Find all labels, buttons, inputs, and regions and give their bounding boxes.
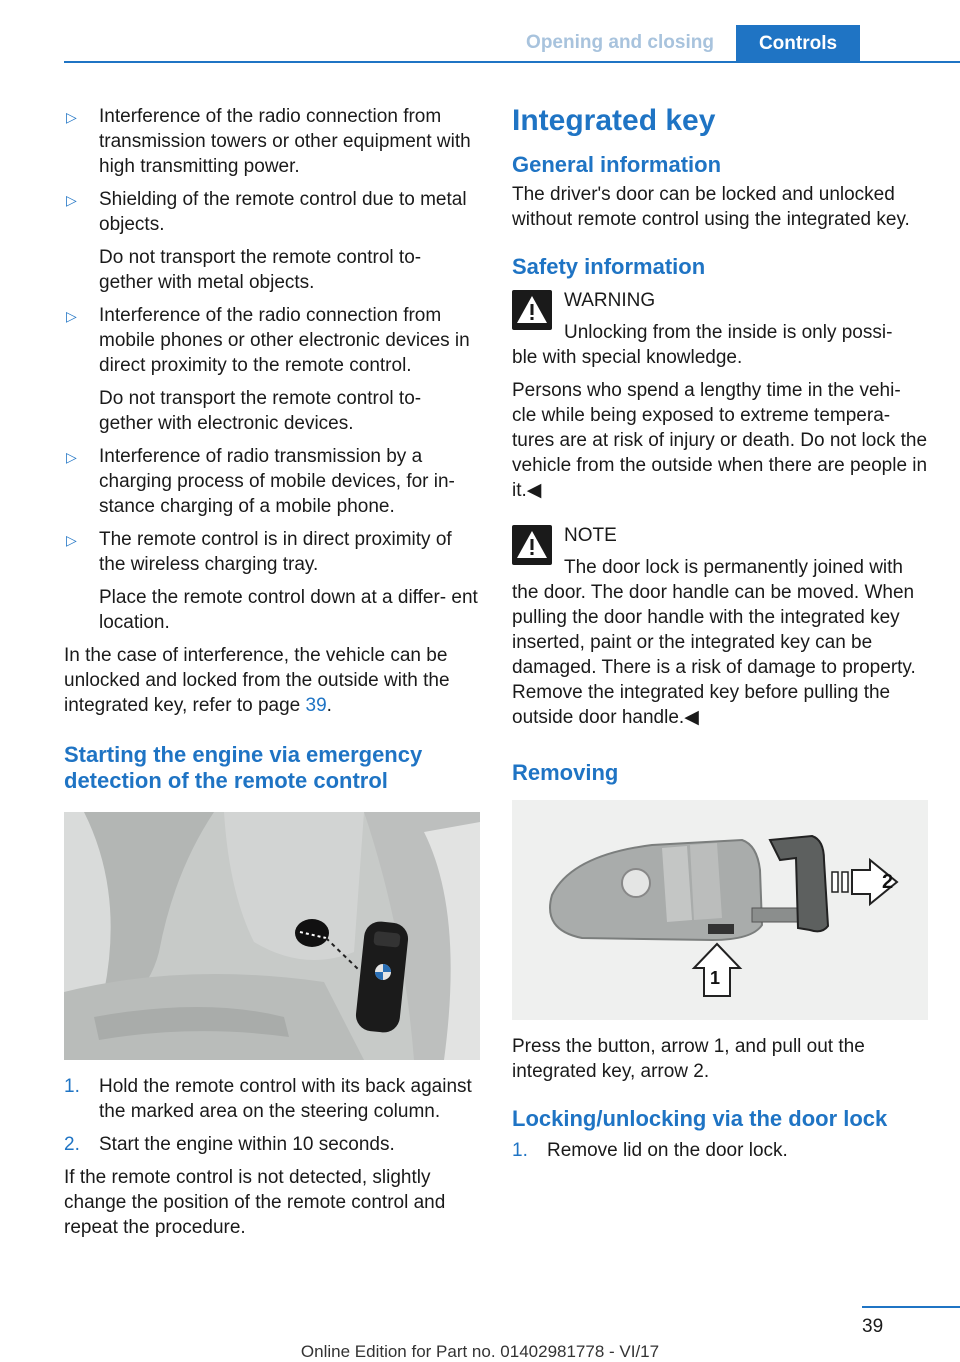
bullet-subtext: Place the remote control down at a differ- ent location.	[99, 587, 478, 633]
locking-heading: Locking/unlocking via the door lock	[512, 1106, 888, 1131]
warning-label: WARNING	[564, 290, 656, 311]
bullet-text: The remote control is in direct proximity of the wireless charging tray.	[99, 529, 452, 575]
arrow-2-label: 2	[882, 871, 894, 893]
list-item	[64, 187, 478, 295]
bullet-text: Interference of radio transmission by a charging process of mobile devices, for in- stance charging of a mobile phone.	[99, 446, 455, 517]
bullet-subtext: Do not transport the remote control to- gether with electronic devices.	[99, 388, 422, 434]
footer-divider	[862, 1306, 960, 1308]
step-text: Start the engine within 10 seconds.	[99, 1134, 395, 1155]
interference-end: .	[326, 695, 332, 716]
general-information-heading: General information	[512, 152, 722, 177]
removing-heading: Removing	[512, 760, 619, 785]
warning-block	[512, 288, 928, 370]
triangle-bullet-icon: ▷	[66, 192, 77, 208]
right-column	[512, 104, 928, 1171]
key-removal-image	[512, 800, 928, 1020]
list-item	[512, 1138, 928, 1163]
arrow-1-label: 1	[710, 968, 721, 988]
list-item	[64, 527, 478, 635]
warning-triangle-icon	[512, 290, 552, 330]
warning-rest: ble with special knowledge.	[512, 347, 743, 368]
page-number: 39	[862, 1316, 884, 1337]
warning-first-line: Unlocking from the inside is only possi-	[564, 322, 893, 343]
list-item	[64, 303, 478, 436]
list-item	[64, 104, 478, 179]
integrated-key-title: Integrated key	[512, 104, 716, 137]
header-divider	[64, 61, 960, 63]
step-number: 1.	[64, 1076, 80, 1097]
triangle-bullet-icon: ▷	[66, 449, 77, 465]
list-item	[64, 1074, 478, 1124]
bullet-text: Shielding of the remote control due to metal objects.	[99, 189, 467, 235]
steering-column-illustration	[64, 812, 480, 1060]
bullet-text: Interference of the radio connection from transmission towers or other equipment with high transmitting power.	[99, 106, 471, 177]
general-information-text: The driver's door can be locked and unlocked without remote control using the integrated key.	[512, 184, 910, 230]
note-rest: the door. The door handle can be moved. When pulling the door handle with the integrated key inserted, paint or the integrated key can be damaged. There is a risk of damage to property. Remove the integrated key before pulling the outside door handle.◀	[512, 582, 916, 728]
final-paragraph: If the remote control is not detected, slightly change the position of the remote control and repeat the procedure.	[64, 1167, 446, 1238]
steering-column-image	[64, 812, 480, 1060]
emergency-heading: Starting the engine via emergency detection of the remote control	[64, 742, 423, 793]
footer-edition: Online Edition for Part no. 01402981778 - VI/17	[300, 1342, 660, 1361]
header-section-title: Opening and closing	[526, 32, 714, 53]
triangle-bullet-icon: ▷	[66, 308, 77, 324]
warning-details: Persons who spend a lengthy time in the vehi- cle while being exposed to extreme tempera- tures are at risk of injury or death. Do not lock the vehicle from the outside when there are people in it.◀	[512, 380, 928, 501]
list-item	[64, 444, 478, 519]
note-triangle-icon	[512, 525, 552, 565]
page-link[interactable]: 39	[305, 695, 327, 716]
step-number: 2.	[64, 1134, 80, 1155]
note-label: NOTE	[564, 525, 617, 546]
interference-paragraph	[64, 643, 478, 718]
left-column	[64, 104, 478, 1248]
list-item	[64, 1132, 478, 1157]
integrated-key-illustration	[512, 800, 928, 1020]
bullet-text: Interference of the radio connection from mobile phones or other electronic devices in direct proximity to the remote control.	[99, 305, 470, 376]
note-block	[512, 523, 928, 730]
header-tab-controls[interactable]: Controls	[736, 25, 860, 62]
triangle-bullet-icon: ▷	[66, 532, 77, 548]
bullet-subtext: Do not transport the remote control to- gether with metal objects.	[99, 247, 422, 293]
step-number: 1.	[512, 1140, 528, 1161]
note-first-line: The door lock is permanently joined with	[564, 557, 904, 578]
triangle-bullet-icon: ▷	[66, 109, 77, 125]
interference-text: In the case of interference, the vehicle can be unlocked and locked from the outside with the integrated key, refer to page	[64, 645, 450, 716]
step-text: Remove lid on the door lock.	[547, 1140, 788, 1161]
safety-information-heading: Safety information	[512, 254, 706, 279]
step-text: Hold the remote control with its back against the marked area on the steering column.	[99, 1076, 472, 1122]
removing-text: Press the button, arrow 1, and pull out the integrated key, arrow 2.	[512, 1036, 865, 1082]
